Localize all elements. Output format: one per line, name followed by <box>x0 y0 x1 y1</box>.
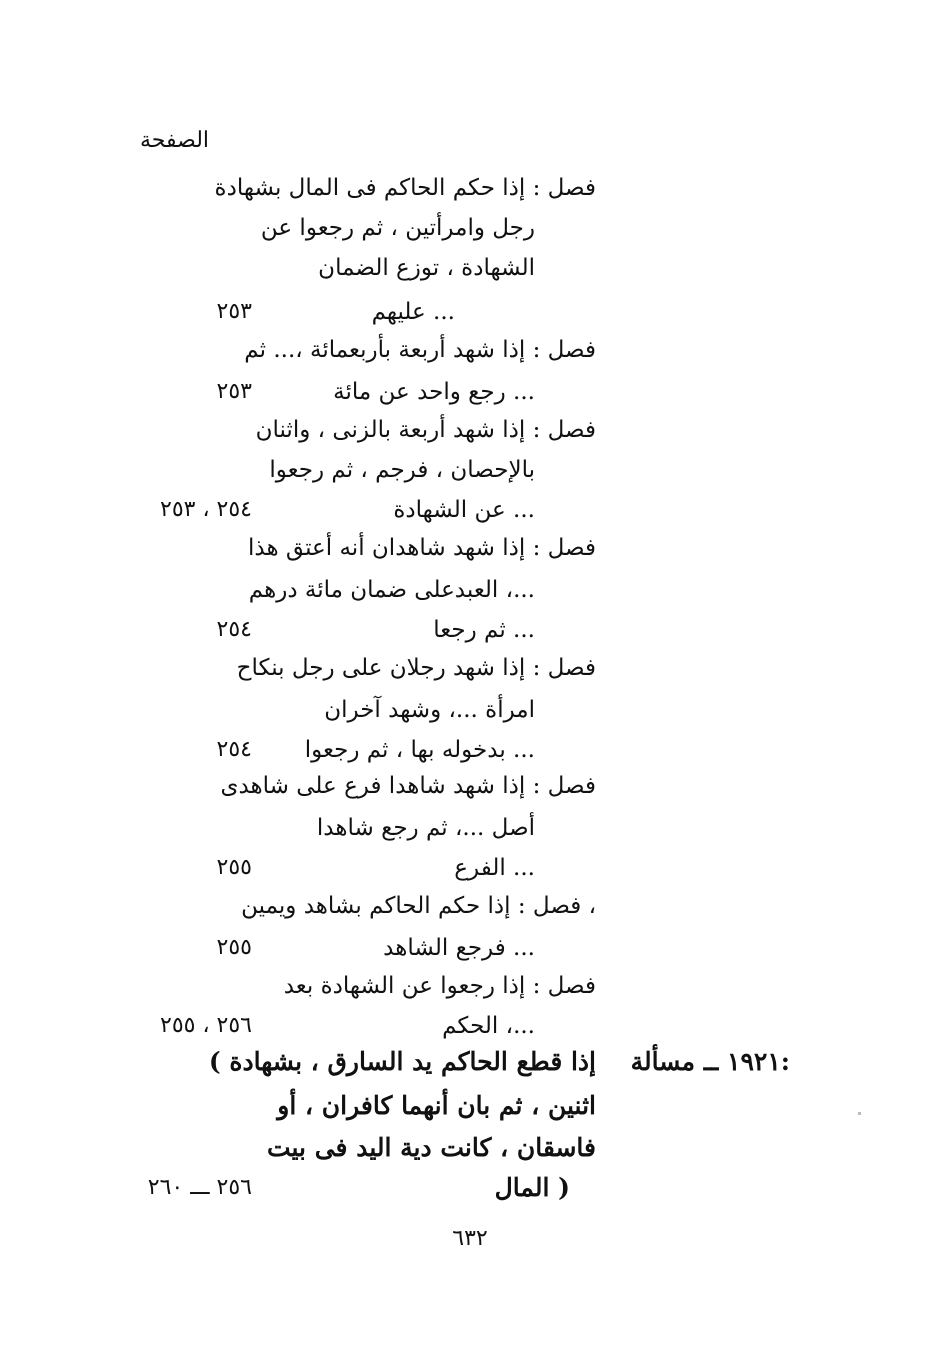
entry-line: بالإحصان ، فرجم ، ثم رجعوا <box>269 457 535 483</box>
entry-line: فصل : إذا شهد شاهدا فرع على شاهدى <box>220 773 596 799</box>
entry-line: فصل : إذا حكم الحاكم فى المال بشهادة <box>214 175 596 201</box>
entry-page-ref: ٢٥٣ <box>216 299 252 324</box>
entry-page-ref: ٢٥٤ <box>216 617 252 642</box>
entry-line: بدخوله بها ، ثم رجعوا ... <box>304 737 535 763</box>
entry-page-ref: ٢٥٦ ، ٢٥٥ <box>160 1013 252 1038</box>
entry-page-ref: ٢٥٤ ، ٢٥٣ <box>160 497 252 522</box>
page-column-header: الصفحة <box>140 128 210 153</box>
scan-speck <box>858 1112 861 1115</box>
entry-line: أصل ...، ثم رجع شاهدا <box>316 815 535 841</box>
entry-page-ref: ٢٥٥ <box>216 935 252 960</box>
entry-line: فصل : إذا شهد أربعة بأربعمائة ،... ثم <box>244 337 596 363</box>
entry-line: الحكم ،... <box>442 1013 535 1039</box>
masala-line: اثنين ، ثم بان أنهما كافران ، أو <box>277 1091 596 1120</box>
entry-line: ثم رجعا ... <box>433 617 535 643</box>
entry-line: امرأة ...، وشهد آخران <box>324 697 535 723</box>
entry-line: عن الشهادة ... <box>393 497 535 523</box>
entry-page-ref: ٢٥٤ <box>216 737 252 762</box>
entry-line: فرجع الشاهد ... <box>383 935 535 961</box>
masala-line: ( إذا قطع الحاكم يد السارق ، بشهادة <box>208 1047 596 1076</box>
page-number: ٦٣٢ <box>452 1226 488 1251</box>
entry-line: فصل : إذا شهد أربعة بالزنى ، واثنان <box>255 417 596 443</box>
entry-page-ref: ٢٥٣ <box>216 379 252 404</box>
entry-line: عليهم ... <box>371 299 455 325</box>
masala-line: فاسقان ، كانت دية اليد فى بيت <box>266 1133 596 1162</box>
entry-line: فصل : إذا شهد رجلان على رجل بنكاح <box>236 655 596 681</box>
entry-line: فصل : إذا شهد شاهدان أنه أعتق هذا <box>248 535 596 561</box>
masala-number: ١٩٢١ ــ مسألة: <box>630 1047 790 1076</box>
entry-line: رجع واحد عن مائة ... <box>333 379 535 405</box>
entry-page-ref: ٢٥٥ <box>216 855 252 880</box>
entry-line: الفرع ... <box>454 855 535 881</box>
entry-line: رجل وامرأتين ، ثم رجعوا عن <box>260 215 535 241</box>
entry-line: الشهادة ، توزع الضمان <box>318 255 535 281</box>
entry-line: العبدعلى ضمان مائة درهم ،... <box>248 577 535 603</box>
masala-line: المال ) <box>494 1173 570 1202</box>
entry-line: فصل : إذا حكم الحاكم بشاهد ويمين ، <box>241 893 596 919</box>
masala-page-ref: ٢٥٦ ـــ ٢٦٠ <box>147 1175 252 1200</box>
entry-line: فصل : إذا رجعوا عن الشهادة بعد <box>283 973 596 999</box>
